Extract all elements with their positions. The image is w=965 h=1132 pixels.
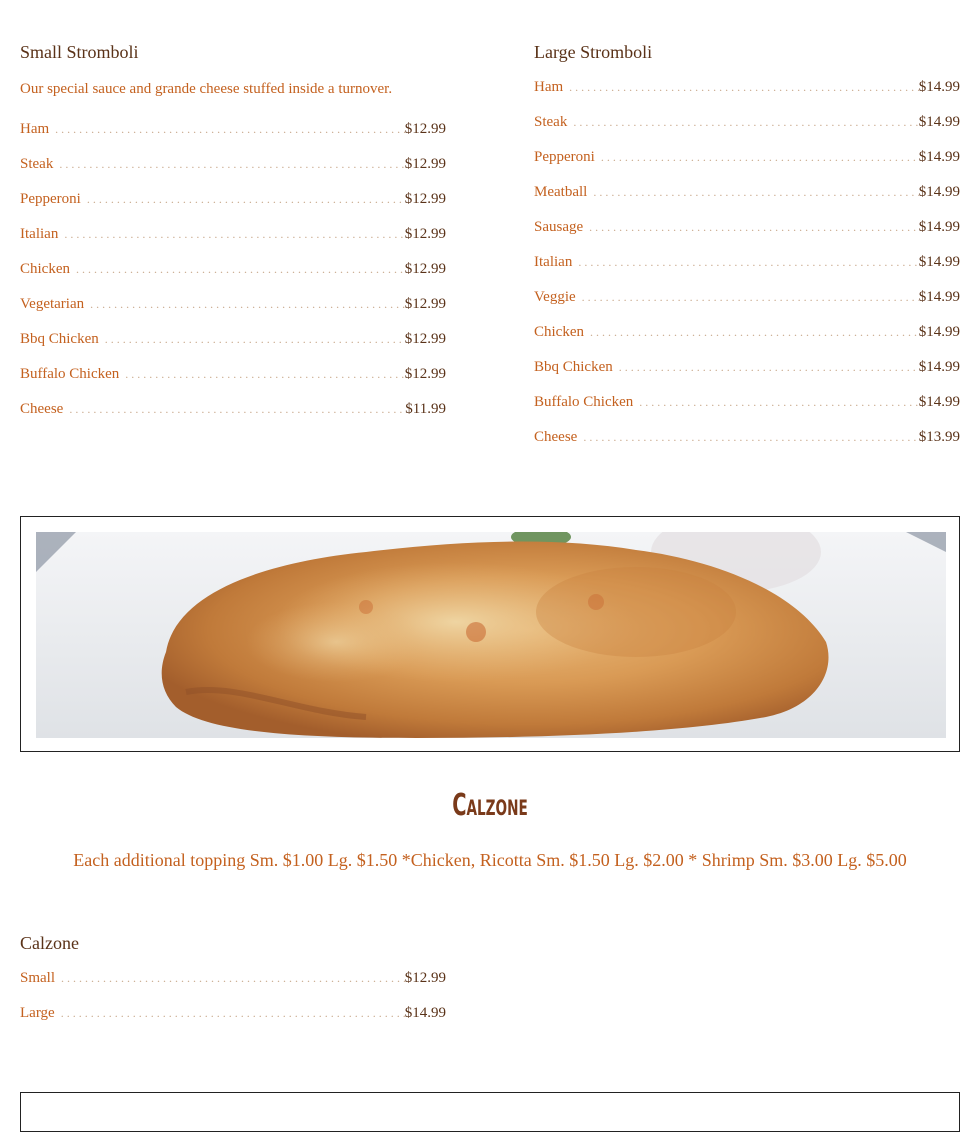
menu-item	[20, 1003, 446, 1038]
menu-item	[534, 252, 960, 287]
dot-leader	[593, 182, 918, 202]
menu-item	[20, 364, 446, 399]
dot-leader	[69, 399, 405, 419]
menu-item-name: Steak	[20, 156, 54, 172]
menu-item	[20, 294, 446, 329]
dot-leader	[76, 259, 405, 279]
menu-item-name: Chicken	[20, 261, 70, 277]
dot-leader	[619, 357, 919, 377]
menu-item-price: $12.99	[404, 331, 446, 347]
menu-item	[534, 147, 960, 182]
dot-leader	[590, 322, 919, 342]
menu-item-price: $14.99	[918, 394, 960, 410]
next-photo-frame	[20, 1092, 960, 1132]
dot-leader	[87, 189, 405, 209]
photo-frame	[20, 516, 960, 752]
menu-item-name: Sausage	[534, 219, 584, 235]
topping-note: Each additional topping Sm. $1.00 Lg. $1.50 *Chicken, Ricotta Sm. $1.50 Lg. $2.00 * Shrimp Sm. $3.00 Lg. $5.00	[73, 850, 907, 870]
menu-item	[534, 182, 960, 217]
menu-item-price: $11.99	[405, 401, 446, 417]
dot-leader	[61, 968, 405, 988]
menu-item-name: Meatball	[534, 184, 588, 200]
dot-leader	[578, 252, 918, 272]
menu-item-name: Bbq Chicken	[20, 331, 99, 347]
menu-item	[534, 112, 960, 147]
menu-item-price: $14.99	[918, 149, 960, 165]
menu-item-price: $12.99	[404, 191, 446, 207]
menu-item-price: $12.99	[404, 226, 446, 242]
small-stromboli-list	[20, 119, 446, 434]
menu-item-price: $12.99	[404, 366, 446, 382]
small-stromboli-title: Small Stromboli	[20, 42, 139, 62]
stromboli-photo	[36, 532, 946, 738]
menu-item	[534, 217, 960, 252]
menu-item	[20, 259, 446, 294]
menu-item-price: $14.99	[918, 219, 960, 235]
large-stromboli-list	[534, 77, 960, 462]
menu-item-price: $14.99	[918, 114, 960, 130]
menu-item-price: $14.99	[918, 79, 960, 95]
menu-item	[534, 392, 960, 427]
menu-item-price: $14.99	[404, 1005, 446, 1021]
dot-leader	[601, 147, 919, 167]
dot-leader	[589, 217, 919, 237]
dot-leader	[105, 329, 405, 349]
calzone-heading: Calzone	[452, 788, 528, 823]
menu-item-price: $14.99	[918, 324, 960, 340]
menu-item-name: Small	[20, 970, 56, 986]
menu-item	[534, 77, 960, 112]
menu-item	[20, 968, 446, 1003]
menu-item-price: $14.99	[918, 184, 960, 200]
menu-item-name: Bbq Chicken	[534, 359, 613, 375]
calzone-list	[20, 968, 446, 1038]
calzone-menu-title: Calzone	[20, 933, 79, 953]
dot-leader	[573, 112, 918, 132]
menu-item-price: $12.99	[404, 970, 446, 986]
menu-item	[20, 154, 446, 189]
menu-item-name: Cheese	[20, 401, 64, 417]
menu-item-name: Ham	[534, 79, 564, 95]
menu-item-price: $14.99	[918, 359, 960, 375]
menu-item-price: $12.99	[404, 156, 446, 172]
menu-item-price: $12.99	[404, 121, 446, 137]
dot-leader	[639, 392, 918, 412]
menu-item-name: Cheese	[534, 429, 578, 445]
menu-item	[534, 322, 960, 357]
dot-leader	[61, 1003, 405, 1023]
menu-item	[20, 224, 446, 259]
menu-item	[20, 119, 446, 154]
dot-leader	[64, 224, 404, 244]
dot-leader	[59, 154, 404, 174]
menu-item-name: Italian	[534, 254, 573, 270]
small-stromboli-description: Our special sauce and grande cheese stuffed inside a turnover.	[20, 81, 393, 97]
dot-leader	[125, 364, 404, 384]
dot-leader	[569, 77, 919, 97]
menu-item-name: Pepperoni	[20, 191, 81, 207]
menu-item-name: Pepperoni	[534, 149, 595, 165]
menu-item-name: Veggie	[534, 289, 576, 305]
menu-item	[534, 357, 960, 392]
menu-item-name: Ham	[20, 121, 50, 137]
menu-item-name: Buffalo Chicken	[20, 366, 120, 382]
menu-item-name: Chicken	[534, 324, 584, 340]
menu-item	[534, 427, 960, 462]
dot-leader	[582, 287, 919, 307]
menu-item-price: $12.99	[404, 261, 446, 277]
menu-item	[20, 189, 446, 224]
menu-item-name: Italian	[20, 226, 59, 242]
menu-item-price: $14.99	[918, 289, 960, 305]
dot-leader	[55, 119, 405, 139]
menu-item-name: Vegetarian	[20, 296, 85, 312]
menu-item-price: $12.99	[404, 296, 446, 312]
menu-item-name: Buffalo Chicken	[534, 394, 634, 410]
menu-item-price: $14.99	[918, 254, 960, 270]
dot-leader	[90, 294, 405, 314]
menu-item	[20, 329, 446, 364]
menu-item	[534, 287, 960, 322]
menu-item-name: Steak	[534, 114, 568, 130]
large-stromboli-title: Large Stromboli	[534, 42, 653, 62]
menu-item-name: Large	[20, 1005, 55, 1021]
menu-item-price: $13.99	[918, 429, 960, 445]
menu-item	[20, 399, 446, 434]
dot-leader	[583, 427, 918, 447]
